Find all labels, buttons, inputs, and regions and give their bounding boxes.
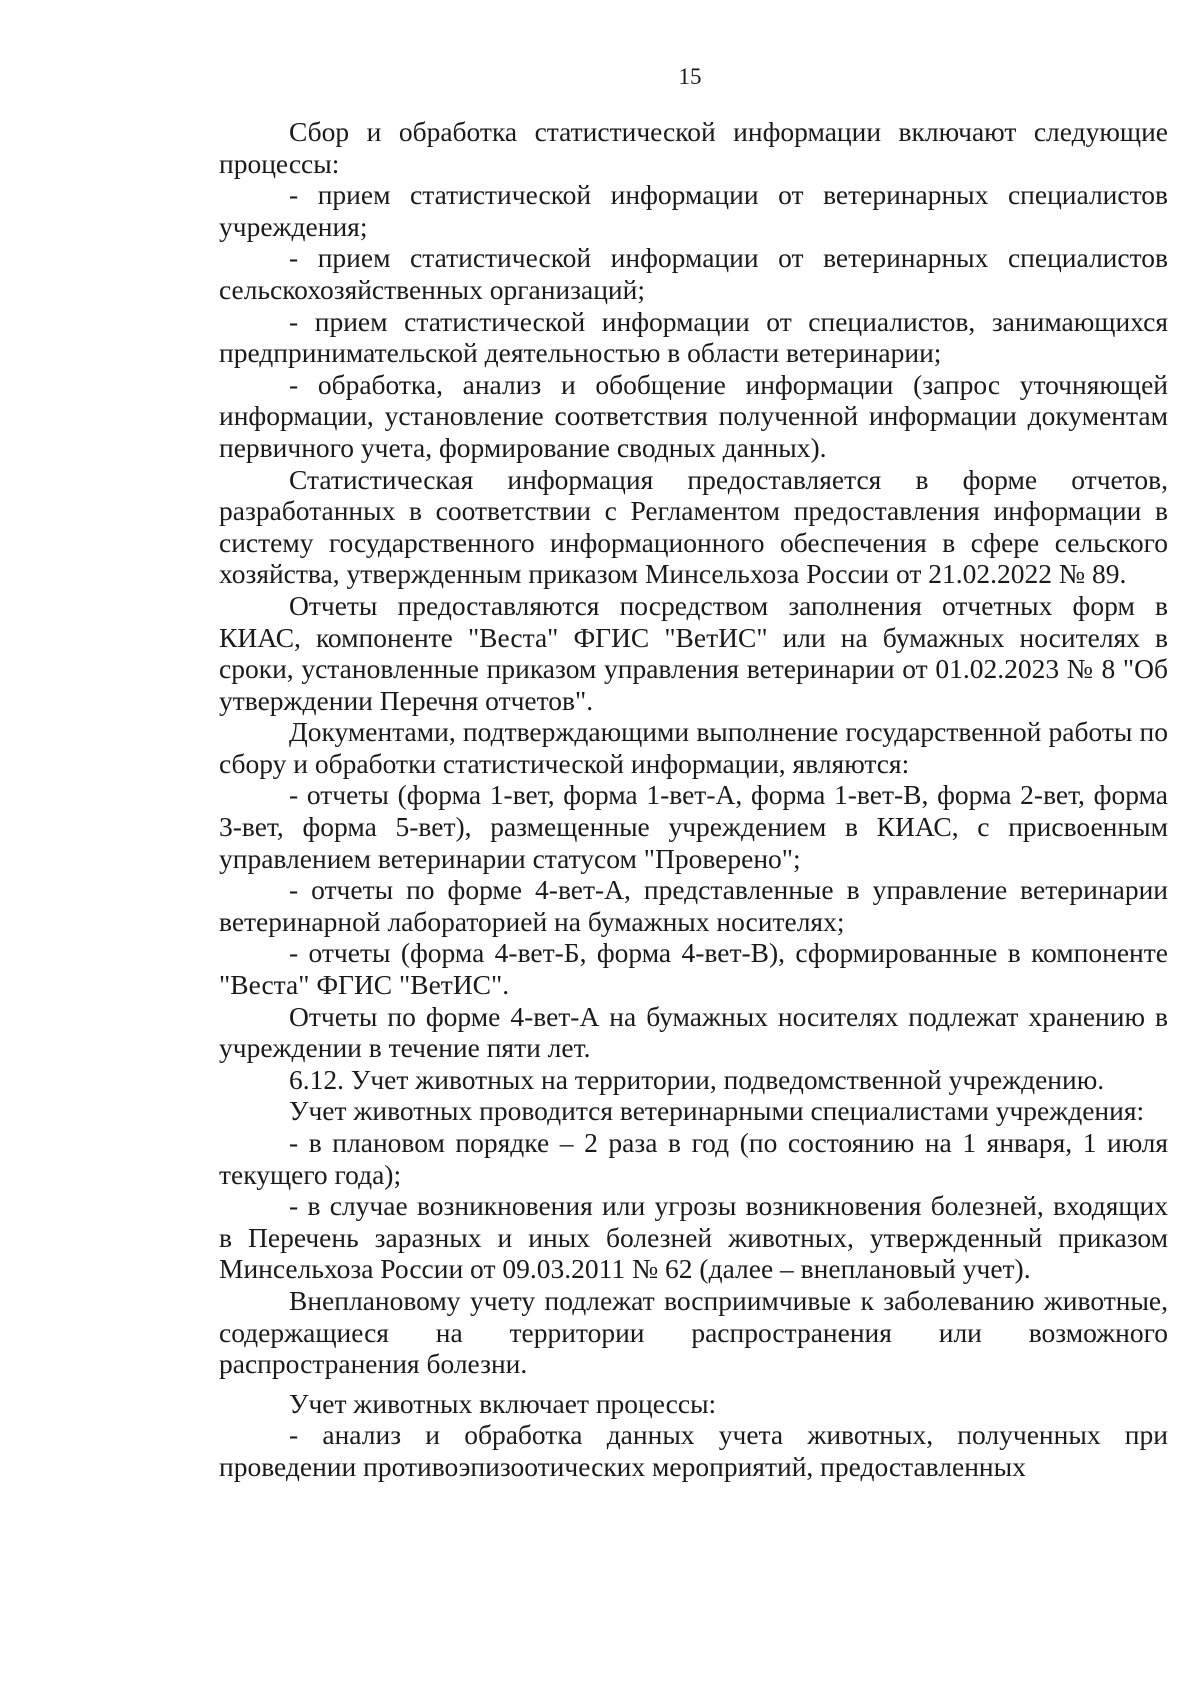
- list-item: - прием статистической информации от ветеринарных специалистов сельскохозяйственных организаций;: [219, 242, 1168, 305]
- list-item: - прием статистической информации от специалистов, занимающихся предпринимательской деятельностью в области ветеринарии;: [219, 305, 1168, 369]
- paragraph: Статистическая информация предоставляется в форме отчетов, разработанных в соответствии с Регламентом предоставления информации в систему государственного информационного обеспечения в сфере сельского хозяйства, утвержденным приказом Минсельхоза России от 21.02.2022 № 89.: [219, 463, 1168, 590]
- paragraph: Сбор и обработка статистической информации включают следующие процессы:: [219, 116, 1168, 179]
- section-heading: 6.12. Учет животных на территории, подведомственной учреждению.: [289, 1063, 1105, 1095]
- document-body: [219, 116, 1168, 1483]
- paragraph: Учет животных проводится ветеринарными специалистами учреждения:: [289, 1095, 1145, 1127]
- paragraph: Учет животных включает процессы:: [289, 1387, 717, 1419]
- list-item: - в случае возникновения или угрозы возникновения болезней, входящих в Перечень заразных и иных болезней животных, утвержденный приказом Минсельхоза России от 09.03.2011 № 62 (далее – внеплановый учет).: [219, 1190, 1168, 1285]
- paragraph: Внеплановому учету подлежат восприимчивые к заболеванию животные, содержащиеся на территории распространения или возможного распространения болезни.: [219, 1284, 1168, 1380]
- list-item: - анализ и обработка данных учета животных, полученных при проведении противоэпизоотических мероприятий, предоставленных: [219, 1419, 1168, 1482]
- page-number: 15: [678, 64, 702, 89]
- list-item: - прием статистической информации от ветеринарных специалистов учреждения;: [219, 179, 1168, 242]
- list-item: - отчеты по форме 4-вет-А, представленные в управление ветеринарии ветеринарной лабораторией на бумажных носителях;: [219, 874, 1168, 937]
- paragraph: Отчеты предоставляются посредством заполнения отчетных форм в КИАС, компоненте "Веста" ФГИС "ВетИС" или на бумажных носителях в сроки, установленные приказом управления ветеринарии от 01.02.2023 № 8 "Об утверждении Перечня отчетов".: [219, 589, 1168, 716]
- paragraph: Отчеты по форме 4-вет-А на бумажных носителях подлежат хранению в учреждении в течение пяти лет.: [219, 1000, 1168, 1064]
- list-item: - отчеты (форма 1-вет, форма 1-вет-А, форма 1-вет-В, форма 2-вет, форма 3-вет, форма 5-вет), размещенные учреждением в КИАС, с присвоенным управлением ветеринарии статусом "Проверено";: [219, 779, 1168, 874]
- paragraph: Документами, подтверждающими выполнение государственной работы по сбору и обработки статистической информации, являются:: [219, 716, 1168, 779]
- list-item: - в плановом порядке – 2 раза в год (по состоянию на 1 января, 1 июля текущего года);: [219, 1127, 1168, 1190]
- list-item: - отчеты (форма 4-вет-Б, форма 4-вет-В), сформированные в компоненте "Веста" ФГИС "ВетИС".: [219, 937, 1168, 1001]
- list-item: - обработка, анализ и обобщение информации (запрос уточняющей информации, установление соответствия полученной информации документам первичного учета, формирование сводных данных).: [219, 368, 1168, 463]
